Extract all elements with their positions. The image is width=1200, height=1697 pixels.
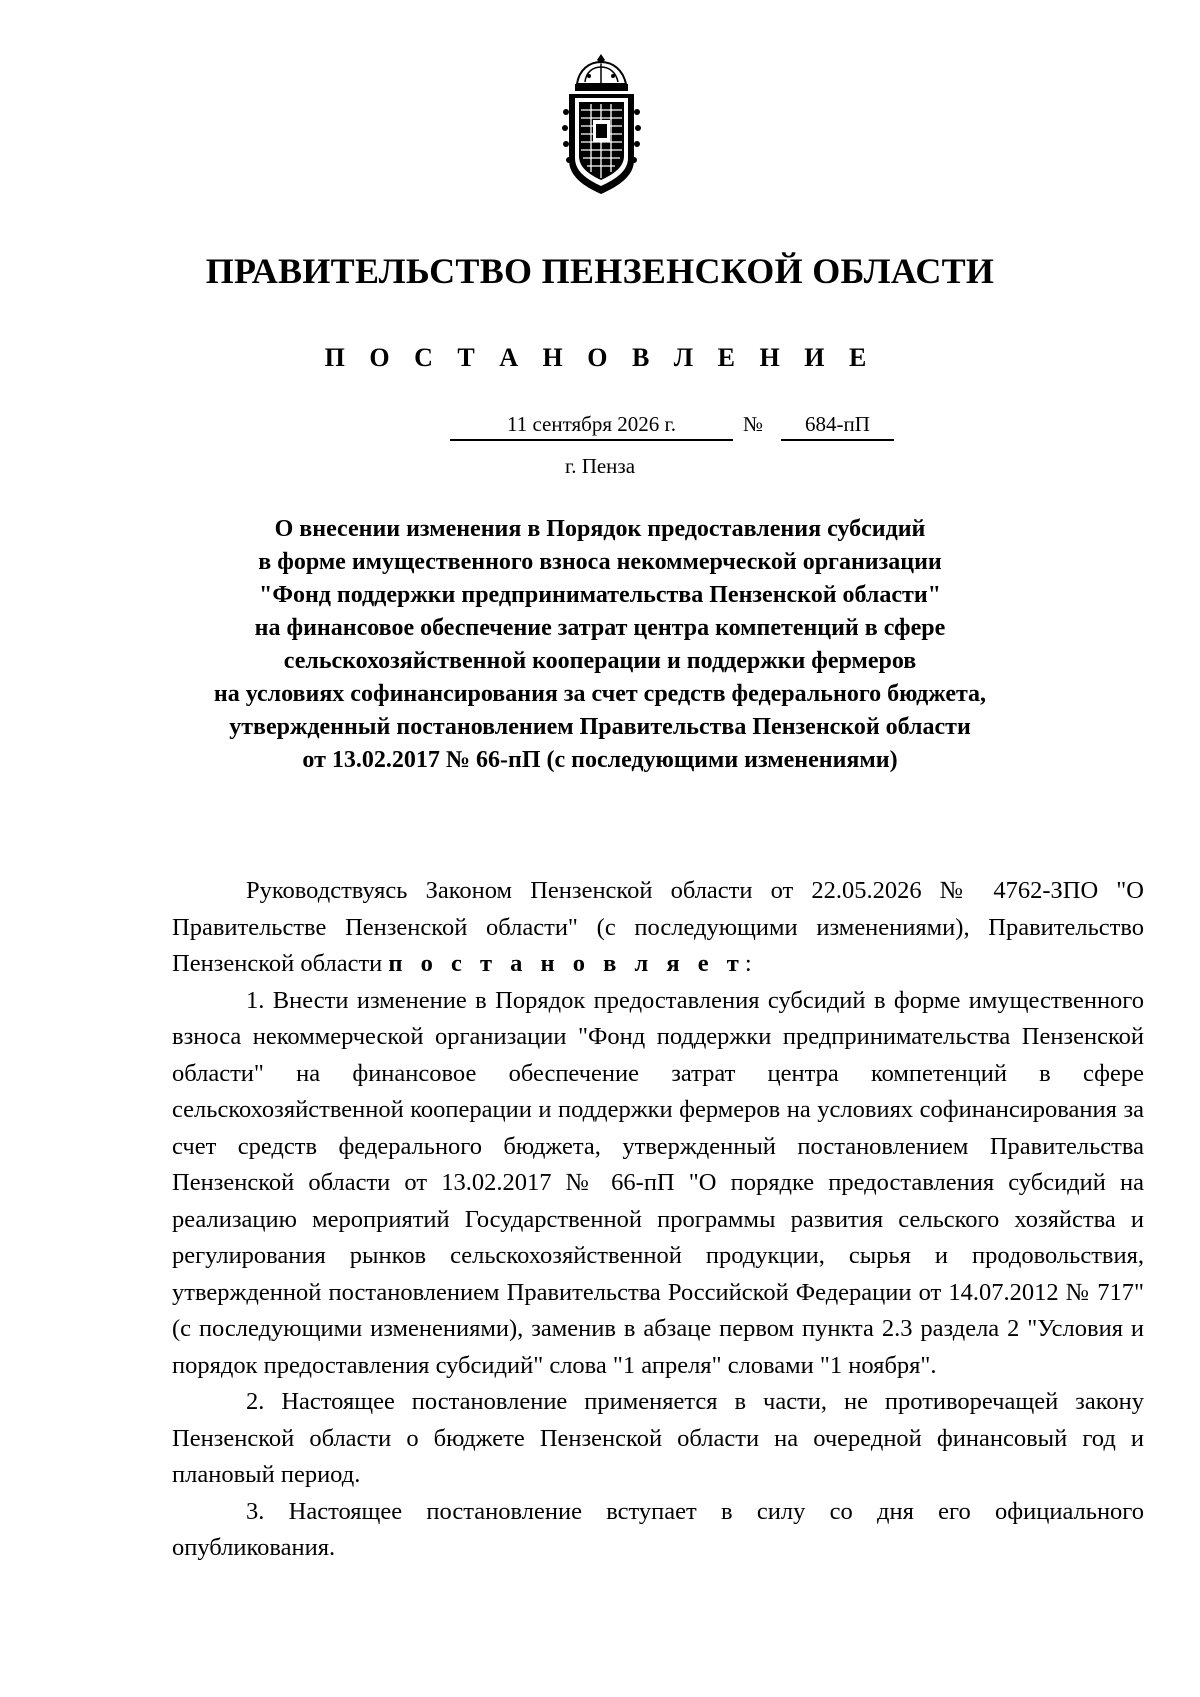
document-number: 684-пП [781, 412, 894, 441]
item-3-paragraph: 3. Настоящее постановление вступает в силу со дня его официального опубликования. [172, 1497, 1144, 1561]
title-line: на условиях софинансирования за счет средств федерального бюджета, [213, 681, 987, 707]
intro-text: Руководствуясь Законом Пензенской области от 22.05.2026 № 4762-ЗПО "О Правительстве Пензенской области" (с последующими изменениями), Правительство Пензенской области [172, 877, 1144, 977]
document-type: П О С Т А Н О В Л Е Н И Е [324, 343, 876, 372]
date-number-row [0, 412, 1200, 444]
number-sign: № [743, 412, 764, 436]
title-line: на финансовое обеспечение затрат центра компетенций в сфере [254, 615, 946, 641]
resolves-word: п о с т а н о в л я е т [388, 950, 745, 977]
document-body [172, 873, 1144, 1567]
title-line: сельскохозяйственной кооперации и поддержки фермеров [283, 648, 917, 674]
title-line: от 13.02.2017 № 66-пП (с последующими изменениями) [302, 747, 898, 773]
coat-of-arms-emblem [555, 52, 648, 200]
title-line: утвержденный постановлением Правительства Пензенской области [229, 714, 971, 740]
intro-paragraph [172, 873, 1144, 983]
item-1-paragraph: 1. Внести изменение в Порядок предоставления субсидий в форме имущественного взноса некоммерческой организации "Фонд поддержки предпринимательства Пензенской области" на финансовое обеспечение затрат центра компетенций в сфере сельскохозяйственной кооперации и поддержки фермеров на условиях софинансирования за счет средств федерального бюджета, утвержденный постановлением Правительства Пензенской области от 13.02.2017 № 66-пП "О порядке предоставления субсидий на реализацию мероприятий Государственной программы развития сельского хозяйства и регулирования рынков сельскохозяйственной продукции, сырья и продовольствия, утвержденной постановлением Правительства Российской Федерации от 14.07.2012 № 717" (с последующими изменениями), заменив в абзаце первом пункта 2.3 раздела 2 "Условия и порядок предоставления субсидий" слова "1 апреля" словами "1 ноября". [172, 986, 1144, 1379]
document-title [100, 513, 1100, 777]
title-line: О внесении изменения в Порядок предоставления субсидий [274, 516, 926, 542]
title-line: "Фонд поддержки предпринимательства Пензенской области" [259, 582, 941, 608]
city: г. Пенза [564, 454, 636, 478]
intro-end: : [744, 950, 752, 977]
title-line: в форме имущественного взноса некоммерческой организации [258, 549, 942, 575]
item-2-paragraph: 2. Настоящее постановление применяется в части, не противоречащей закону Пензенской области о бюджете Пензенской области на очередной финансовый год и плановый период. [172, 1388, 1144, 1488]
document-date: 11 сентября 2026 г. [450, 412, 733, 441]
government-name: ПРАВИТЕЛЬСТВО ПЕНЗЕНСКОЙ ОБЛАСТИ [205, 251, 995, 291]
